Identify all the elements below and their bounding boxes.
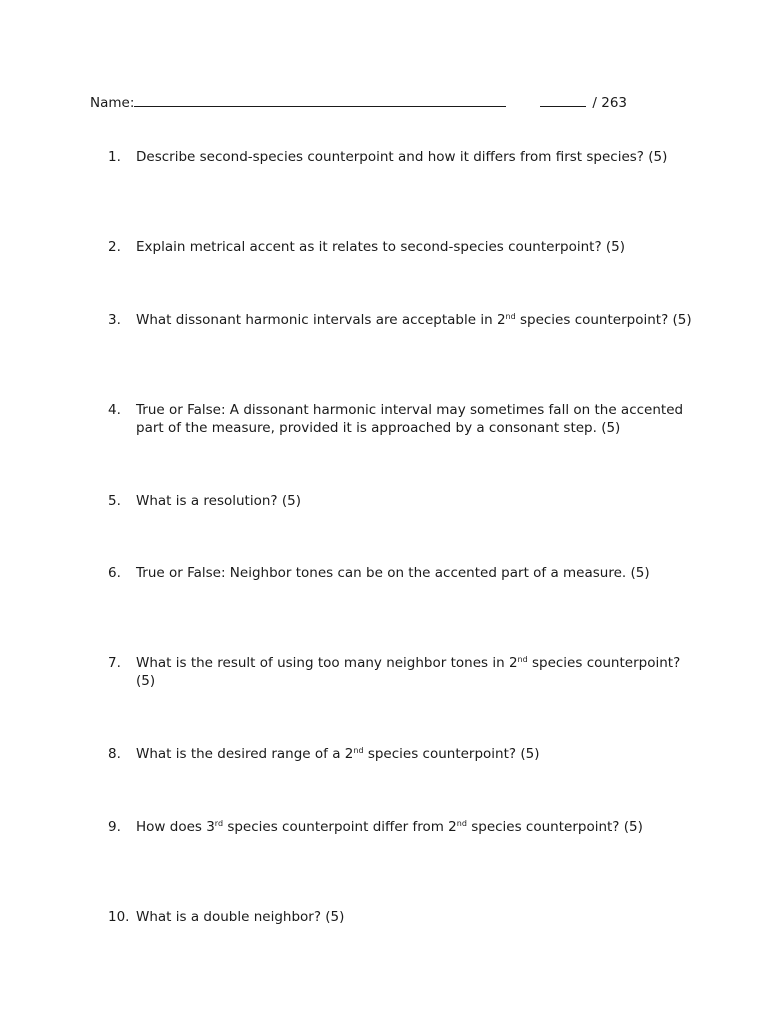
question-number: 2. <box>108 239 121 255</box>
question-6 <box>108 564 698 582</box>
question-text: How does 3rd species counterpoint differ from 2nd species counterpoint? (5) <box>136 819 643 835</box>
question-text: Describe second-species counterpoint and how it differs from first species? (5) <box>136 149 668 165</box>
score-total: / 263 <box>592 95 627 111</box>
question-5 <box>108 492 698 510</box>
name-label: Name: <box>90 95 135 111</box>
question-text: What is the desired range of a 2nd species counterpoint? (5) <box>136 746 540 762</box>
question-number: 5. <box>108 493 121 509</box>
question-8 <box>108 745 698 763</box>
question-text: True or False: A dissonant harmonic interval may sometimes fall on the accented part of the measure, provided it is approached by a consonant step. (5) <box>136 402 684 436</box>
question-text: What is a resolution? (5) <box>136 493 301 509</box>
question-9 <box>108 818 698 836</box>
score-blank-line <box>540 92 586 107</box>
question-number: 8. <box>108 746 121 762</box>
question-number: 4. <box>108 402 121 418</box>
question-1 <box>108 148 698 166</box>
question-7 <box>108 654 698 690</box>
worksheet-header <box>90 92 627 111</box>
question-text: What is the result of using too many neighbor tones in 2nd species counterpoint? (5) <box>136 655 681 689</box>
question-text: Explain metrical accent as it relates to second-species counterpoint? (5) <box>136 239 626 255</box>
question-text: What is a double neighbor? (5) <box>136 909 345 925</box>
question-4 <box>108 401 698 437</box>
question-text: What dissonant harmonic intervals are acceptable in 2nd species counterpoint? (5) <box>136 312 692 328</box>
question-number: 10. <box>108 909 130 925</box>
question-3 <box>108 311 698 329</box>
question-number: 6. <box>108 565 121 581</box>
question-10 <box>108 908 698 926</box>
question-number: 1. <box>108 149 121 165</box>
question-2 <box>108 238 698 256</box>
question-text: True or False: Neighbor tones can be on the accented part of a measure. (5) <box>136 565 650 581</box>
question-number: 7. <box>108 655 121 671</box>
question-number: 9. <box>108 819 121 835</box>
question-number: 3. <box>108 312 121 328</box>
name-blank-line <box>134 92 506 107</box>
